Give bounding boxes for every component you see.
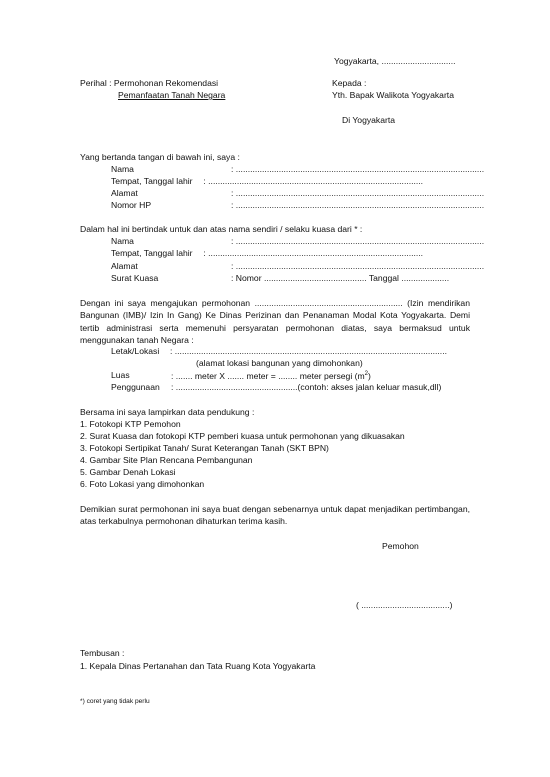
proxy-name-label: Nama bbox=[111, 236, 134, 246]
place-date: Yogyakarta, ............................... bbox=[334, 56, 456, 66]
applicant-name-value: : ........................................................................................................ bbox=[231, 164, 485, 174]
attachment-item: 2. Surat Kuasa dan fotokopi KTP pemberi kuasa untuk permohonan yang dikuasakan bbox=[80, 431, 405, 441]
proxy-name-value: : ........................................................................................................ bbox=[231, 236, 485, 246]
applicant-intro: Yang bertanda tangan di bawah ini, saya : bbox=[80, 152, 240, 162]
applicant-phone-value: : ........................................................................................................ bbox=[231, 200, 485, 210]
applicant-birth-value: : .......................................................................................... bbox=[201, 176, 424, 186]
applicant-address-value: : ........................................................................................................ bbox=[231, 188, 485, 198]
kepada-city: Di Yogyakarta bbox=[342, 115, 396, 125]
signature-label: Pemohon bbox=[382, 541, 419, 551]
perihal-label: Perihal : Permohonan Rekomendasi bbox=[80, 78, 219, 88]
luas-value: : ....... meter X ....... meter = ........ meter persegi $(m^2)$ bbox=[171, 370, 371, 381]
attachment-item: 3. Fotokopi Sertipikat Tanah/ Surat Keterangan Tanah (SKT BPN) bbox=[80, 443, 329, 453]
proxy-birth-label: Tempat, Tanggal lahir bbox=[111, 248, 193, 258]
closing-paragraph: Demikian surat permohonan ini saya buat dengan sebenarnya untuk dapat menjadikan pertimbangan, atas terkabulnya permohonan dihaturkan terima kasih. bbox=[80, 504, 470, 527]
letak-note: (alamat lokasi bangunan yang dimohonkan) bbox=[196, 358, 363, 368]
applicant-birth-label: Tempat, Tanggal lahir bbox=[111, 176, 193, 186]
proxy-intro: Dalam hal ini bertindak untuk dan atas nama sendiri / selaku kuasa dari * : bbox=[80, 224, 363, 234]
applicant-address-label: Alamat bbox=[111, 188, 138, 198]
letak-label: Letak/Lokasi bbox=[111, 346, 160, 356]
request-paragraph: Dengan ini saya mengajukan permohonan .............................................................. (Izin mendirikan Bangunan (IMB)/ Izin In Gang) Ke Dinas Perizinan dan Penanaman Modal Kota Yogyakarta. Demi tertib administrasi serta memenuhi persyaratan permohonan diatas, saya bermaksud untuk menggunakan tanah Negara : bbox=[80, 298, 470, 346]
proxy-address-value: : ........................................................................................................ bbox=[231, 261, 485, 271]
penggunaan-value: : ...................................................(contoh: akses jalan keluar masuk,dll) bbox=[171, 382, 442, 392]
tembusan-item: 1. Kepala Dinas Pertanahan dan Tata Ruang Kota Yogyakarta bbox=[80, 661, 316, 671]
attachment-item: 4. Gambar Site Plan Rencana Pembangunan bbox=[80, 455, 253, 465]
footnote: *) coret yang tidak perlu bbox=[80, 698, 150, 705]
penggunaan-label: Penggunaan bbox=[111, 382, 160, 392]
kepada-label: Kepada : bbox=[332, 78, 367, 88]
proxy-birth-value: : .......................................................................................... bbox=[201, 248, 424, 258]
attachment-item: 5. Gambar Denah Lokasi bbox=[80, 467, 176, 477]
luas-superscript: 2 bbox=[364, 371, 368, 377]
tembusan-label: Tembusan : bbox=[80, 648, 125, 658]
luas-label: Luas bbox=[111, 370, 130, 380]
applicant-name-label: Nama bbox=[111, 164, 134, 174]
proxy-letter-value: : Nomor ........................................... Tanggal .................... bbox=[231, 273, 450, 283]
proxy-address-label: Alamat bbox=[111, 261, 138, 271]
signature-name-line: ( .....................................) bbox=[356, 600, 453, 610]
letak-value: : .................................................................................................................. bbox=[170, 346, 447, 356]
attachment-item: 1. Fotokopi KTP Pemohon bbox=[80, 419, 181, 429]
perihal-subject: Pemanfaatan Tanah Negara bbox=[118, 90, 226, 100]
proxy-letter-label: Surat Kuasa bbox=[111, 273, 159, 283]
attachment-item: 6. Foto Lokasi yang dimohonkan bbox=[80, 479, 205, 489]
attachments-intro: Bersama ini saya lampirkan data pendukung : bbox=[80, 407, 255, 417]
kepada-recipient: Yth. Bapak Walikota Yogyakarta bbox=[332, 90, 454, 100]
applicant-phone-label: Nomor HP bbox=[111, 200, 152, 210]
